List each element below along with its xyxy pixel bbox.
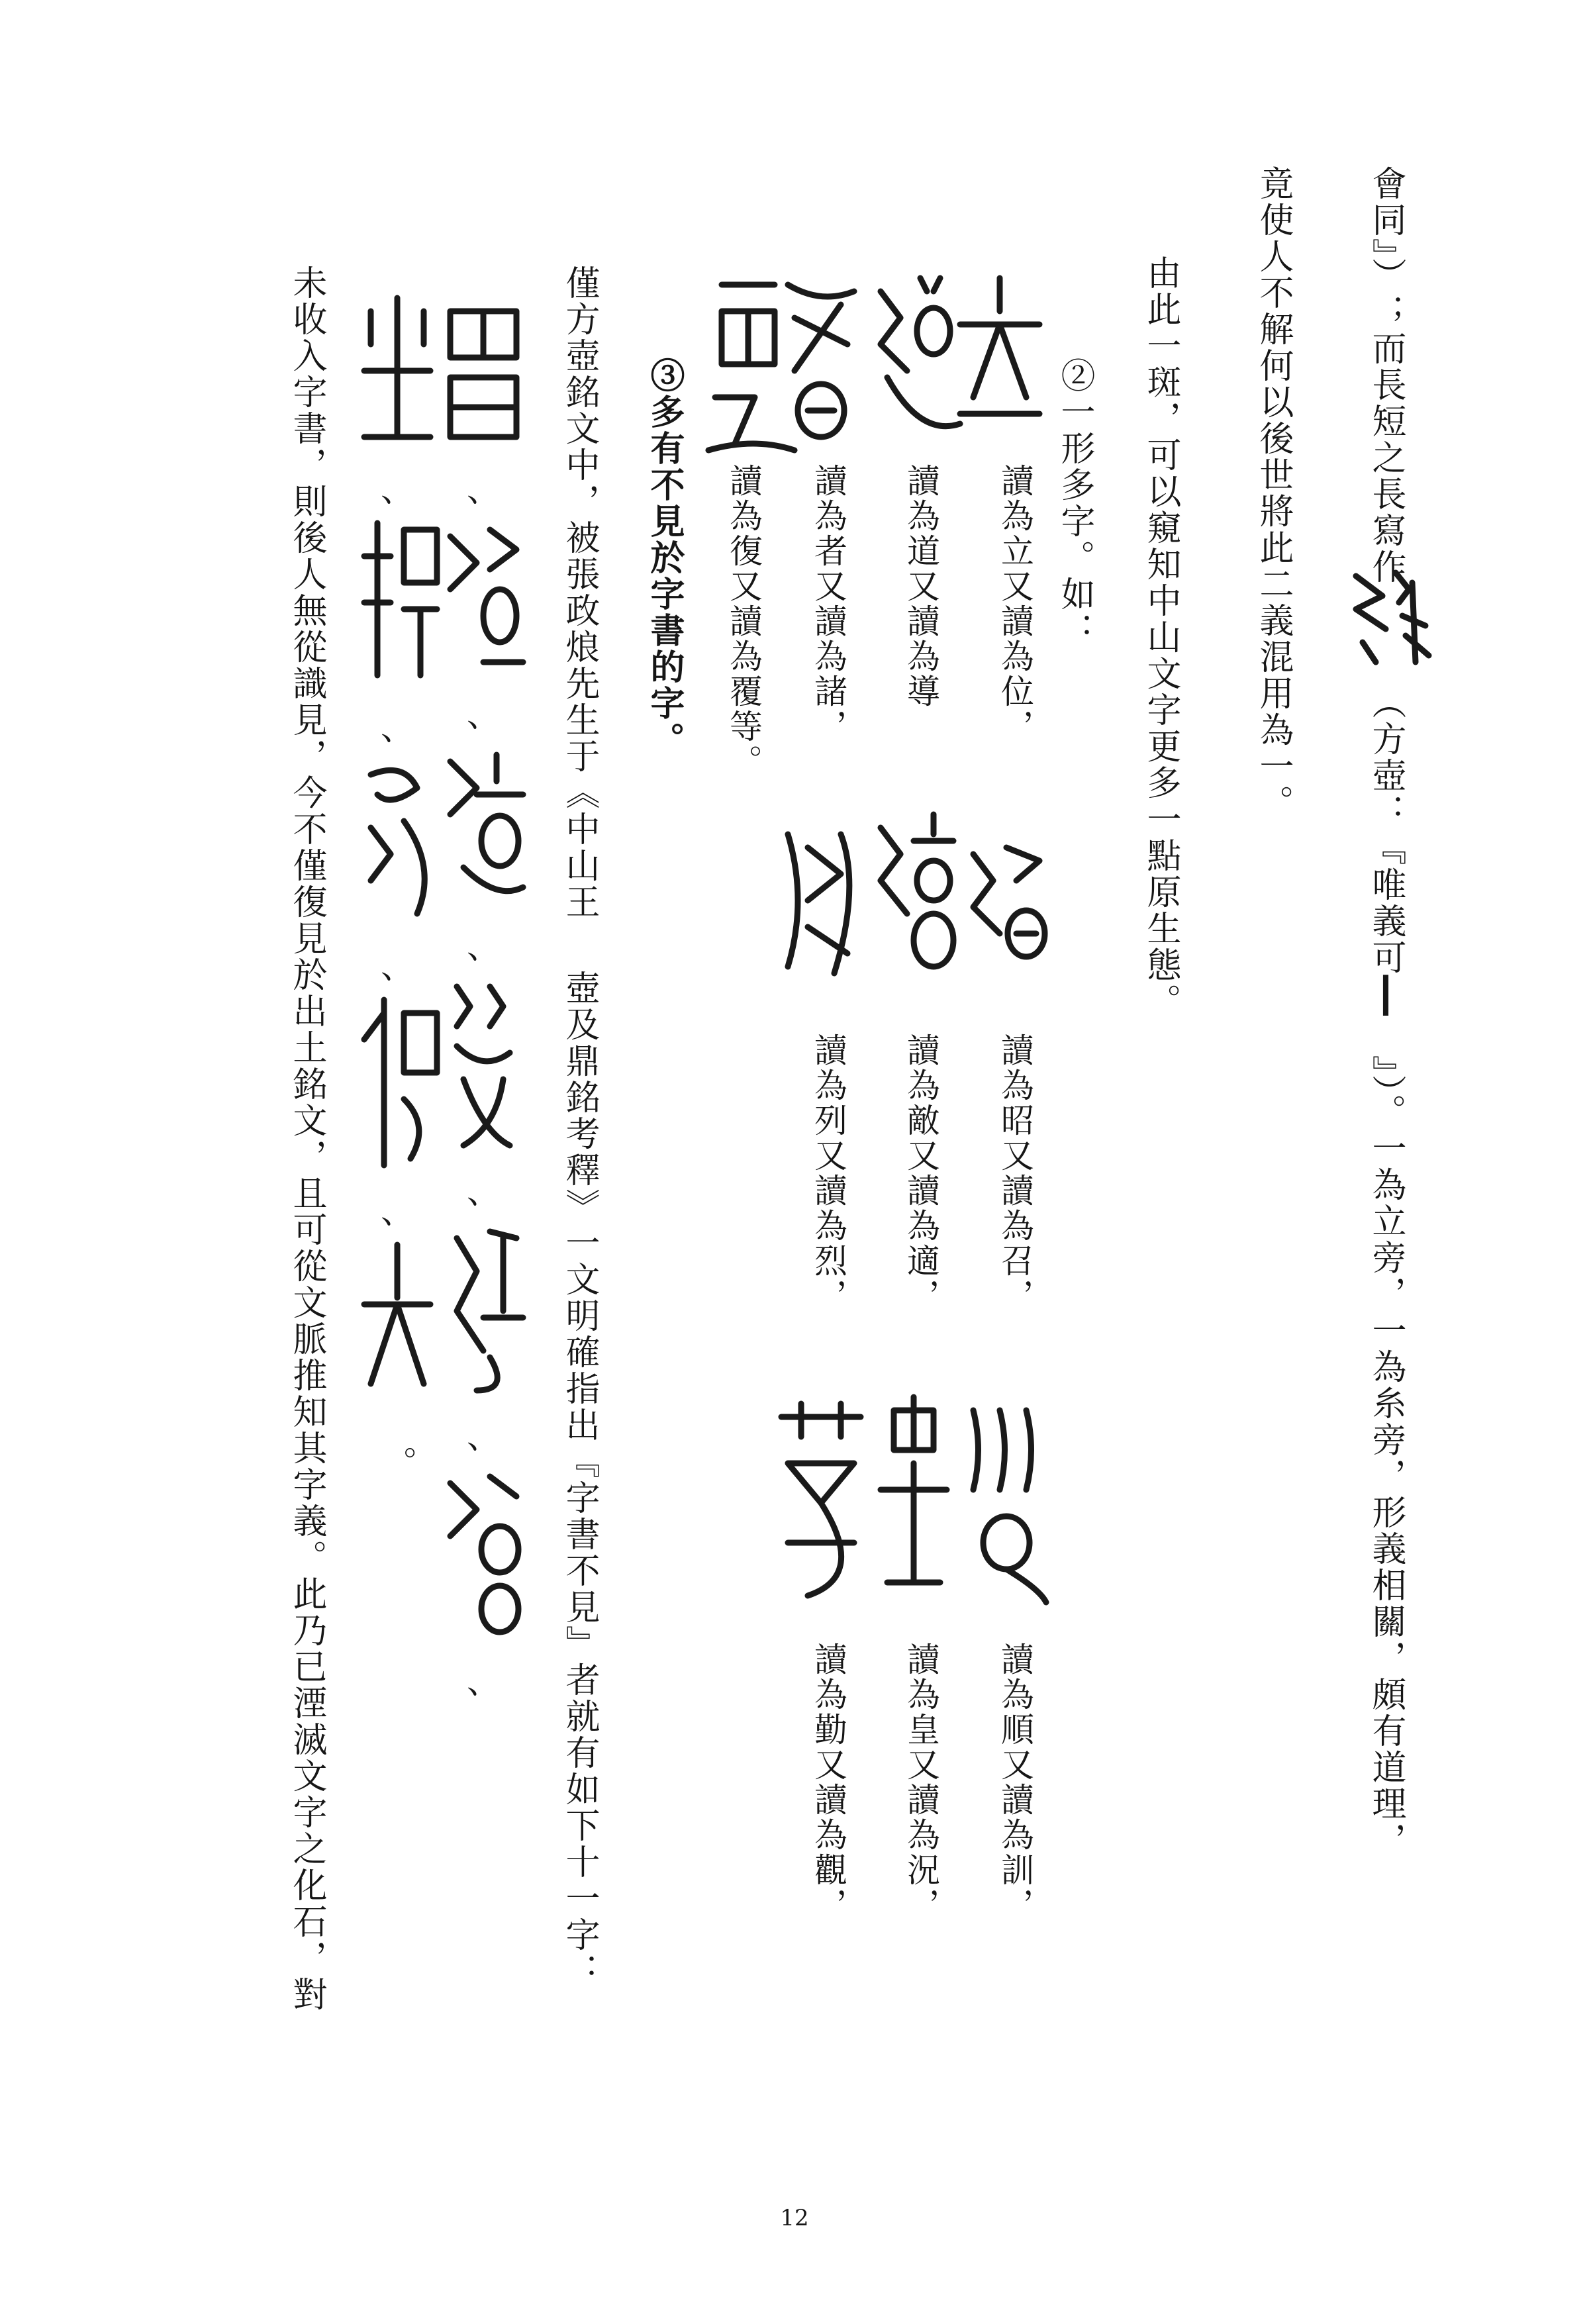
reading-3-1: 讀為者又讀為諸， [809,463,847,744]
col-last-text: 未收入字書，則後人無從識見，今不僅復見於出土銘文，且可從文脈推知其字義。此乃已湮滅文字之化石，對 [287,265,326,2013]
heading-3-text: ③多有不見於字書的字。 [644,358,685,758]
list-sep: 、 [467,1663,500,1701]
text-column-2 [1250,166,1296,821]
col2-text-a: 竟使人不解何以後世將此二義混用為一。 [1253,166,1293,821]
reading-3-2: 讀為列又讀為烈， [809,1033,847,1314]
list-sep: 、 [381,709,414,748]
seal-list-char-2-icon [437,510,530,675]
list-sep: 、 [381,1192,414,1231]
list-sep: 、 [467,1173,500,1211]
list-sep: 、 [467,696,500,734]
page-number: 12 [780,2205,809,2231]
heading-2 [1051,358,1098,649]
col3-text-a: 由此一斑，可以窺知中山文字更多一點原生態。 [1141,255,1180,1020]
seal-char-fu-icon [695,265,801,463]
reading-2-1: 讀為道又讀為導 [902,463,940,709]
text-column-p1 [556,265,602,1990]
text-column-1 [1363,166,1409,1859]
reading-1-2: 讀為昭又讀為召， [996,1033,1034,1314]
heading-2-text: ②一形多字。如： [1055,358,1094,649]
text-column-3 [1137,255,1184,1020]
seal-list-char-1-icon [437,285,530,457]
reading-1-3: 讀為順又讀為訓， [996,1642,1034,1923]
seal-list-char-7-icon [351,285,444,450]
reading-4-1: 讀為復又讀為覆等。 [724,463,763,779]
reading-3-3: 讀為勤又讀為觀， [809,1642,847,1923]
seal-char-zhao-icon [953,828,1059,1000]
col1-text-b: （方壺：『唯義可 [1366,685,1406,976]
seal-list-char-11-icon [351,1232,444,1397]
list-sep: 、 [467,1418,500,1456]
seal-char-dao-icon [861,265,967,444]
seal-char-lie-icon [768,808,874,993]
reading-2-3: 讀為皇又讀為況， [902,1642,940,1923]
list-sep: 、 [381,471,414,509]
seal-char-shun-icon [953,1390,1059,1609]
seal-list-char-6-icon [437,1457,530,1642]
text-column-last [283,265,330,2013]
seal-list-char-8-icon [351,510,444,689]
seal-list-char-10-icon [351,987,444,1172]
seal-char-huang-icon [861,1384,967,1609]
seal-list-char-9-icon [351,748,444,927]
seal-char-di-icon [861,801,967,1000]
missing-char-mark: ┃ [1366,976,1406,1018]
col1-text-c: 』）。一為立旁，一為糸旁，形義相關，頗有道理， [1366,1055,1406,1859]
list-sep: 、 [467,471,500,509]
col-p1-text-a: 僅方壺銘文中，被張政烺先生于《中山王 [559,265,599,920]
heading-3 [641,358,687,758]
seal-char-chang-icon [1336,563,1435,669]
reading-1-1: 讀為立又讀為位， [996,463,1034,744]
list-sep: 、 [381,947,414,986]
list-sep: 、 [467,928,500,966]
list-end: 。 [404,1424,437,1463]
reading-2-2: 讀為敵又讀為適， [902,1033,940,1314]
seal-char-qin-icon [768,1390,874,1609]
col1-text-a: 會同』）；而長短之長寫作 [1366,166,1406,585]
seal-list-char-5-icon [437,1212,530,1397]
seal-list-char-4-icon [437,967,530,1152]
col-p1-text-b: 壺及鼎銘考釋》一文明確指出『字書不見』者就有如下十一字： [559,970,599,1990]
seal-list-char-3-icon [437,735,530,907]
